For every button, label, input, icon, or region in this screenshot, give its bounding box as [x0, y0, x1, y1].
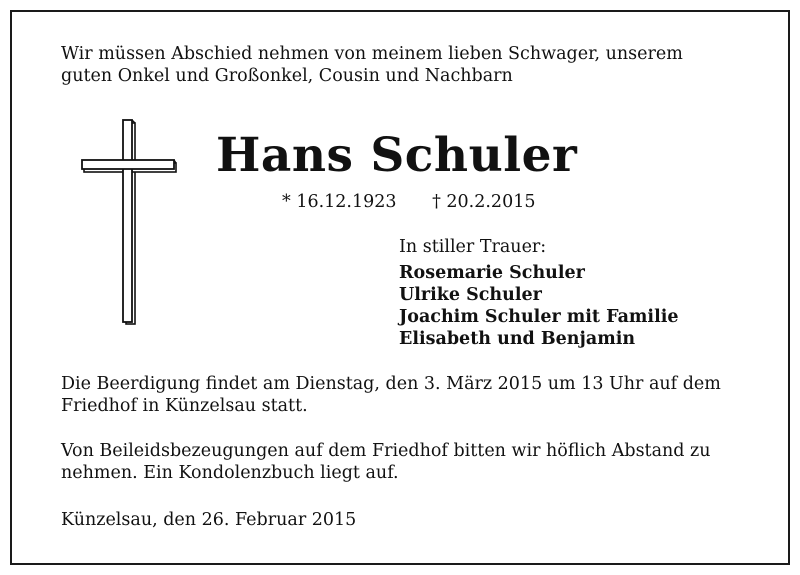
mourner-list: [399, 262, 679, 350]
life-dates: [282, 191, 535, 213]
place-date: Künzelsau, den 26. Februar 2015: [61, 510, 357, 530]
death-date: † 20.2.2015: [432, 192, 536, 212]
deceased-name: Hans Schuler: [216, 128, 578, 183]
mourner-item: Joachim Schuler mit Familie: [399, 307, 679, 327]
funeral-info: Die Beerdigung findet am Dienstag, den 3. März 2015 um 13 Uhr auf dem Friedhof in Künzelsau statt.: [61, 374, 721, 416]
cross-icon: [78, 116, 180, 326]
condolence-info: Von Beileidsbezeugungen auf dem Friedhof bitten wir höflich Abstand zu nehmen. Ein Kondolenzbuch liegt auf.: [61, 441, 711, 483]
mourner-item: Rosemarie Schuler: [399, 263, 585, 283]
mourner-item: Ulrike Schuler: [399, 285, 542, 305]
mourning-intro: In stiller Trauer:: [399, 237, 547, 257]
birth-date: * 16.12.1923: [282, 192, 397, 212]
mourner-item: Elisabeth und Benjamin: [399, 329, 636, 349]
intro-text: Wir müssen Abschied nehmen von meinem lieben Schwager, unserem guten Onkel und Großonkel, Cousin und Nachbarn: [61, 44, 683, 86]
